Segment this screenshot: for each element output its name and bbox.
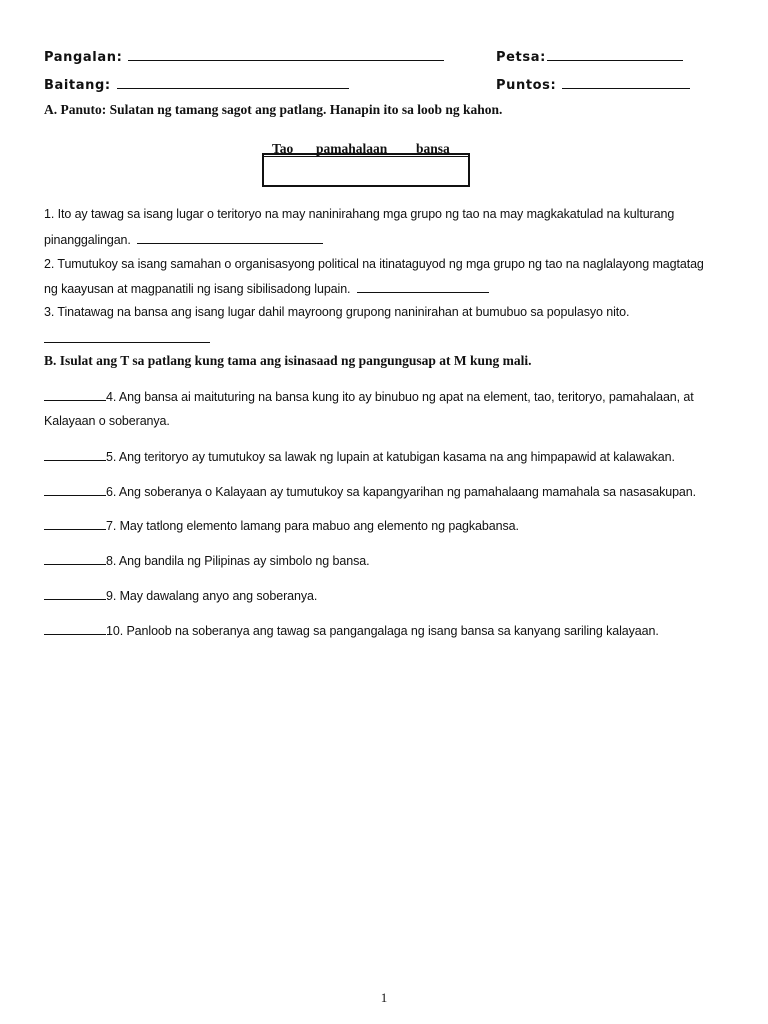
question-6-text: 6. Ang soberanya o Kalayaan ay tumutukoy sa kapangyarihan ng pamahalaang mamahala sa nasasakupan. bbox=[106, 485, 697, 499]
part-b-instruction: B. Isulat ang T sa patlang kung tama ang isinasaad ng pangungusap at M kung mali. bbox=[44, 353, 532, 368]
question-8-text: 8. Ang bandila ng Pilipinas ay simbolo ng bansa. bbox=[106, 554, 370, 568]
answer-blank-1[interactable] bbox=[137, 232, 323, 244]
answer-blank-10[interactable] bbox=[44, 623, 106, 635]
question-1-line2 bbox=[44, 232, 323, 247]
question-2-line2 bbox=[44, 281, 489, 296]
question-4-line2: Kalayaan o soberanya. bbox=[44, 414, 170, 428]
answer-blank-8[interactable] bbox=[44, 553, 106, 565]
question-1-line1: 1. Ito ay tawag sa isang lugar o teritoryo na may naninirahang mga grupo ng tao na may magkakatulad na kulturang bbox=[44, 207, 675, 221]
question-2-text: ng kaayusan at magpanatili ng isang sibilisadong lupain. bbox=[44, 282, 351, 296]
question-5-text: 5. Ang teritoryo ay tumutukoy sa lawak ng lupain at katubigan kasama na ang himpapawid at kalawakan. bbox=[106, 450, 675, 464]
answer-blank-5[interactable] bbox=[44, 449, 106, 461]
answer-blank-3[interactable] bbox=[44, 331, 210, 343]
word-bank-item: Tao bbox=[272, 141, 294, 156]
question-3-line1: 3. Tinatawag na bansa ang isang lugar dahil mayroong grupong naninirahan at bumubuo sa populasyo nito. bbox=[44, 305, 630, 319]
name-label: Pangalan: bbox=[44, 50, 123, 65]
name-field bbox=[44, 48, 444, 65]
question-6 bbox=[44, 484, 696, 499]
grade-blank[interactable] bbox=[117, 76, 349, 89]
score-field bbox=[496, 76, 690, 93]
date-blank[interactable] bbox=[547, 48, 683, 61]
question-4-text: 4. Ang bansa ai maituturing na bansa kung ito ay binubuo ng apat na element, tao, teritoryo, pamahalaan, at bbox=[106, 390, 694, 404]
question-3-line2 bbox=[44, 331, 210, 346]
grade-field bbox=[44, 76, 349, 93]
question-1-text: pinanggalingan. bbox=[44, 233, 131, 247]
score-blank[interactable] bbox=[562, 76, 690, 89]
score-label: Puntos: bbox=[496, 78, 557, 93]
question-7-text: 7. May tatlong elemento lamang para mabuo ang elemento ng pagkabansa. bbox=[106, 519, 519, 533]
answer-blank-9[interactable] bbox=[44, 588, 106, 600]
date-label: Petsa: bbox=[496, 50, 546, 65]
word-bank-box bbox=[262, 153, 470, 187]
question-9-text: 9. May dawalang anyo ang soberanya. bbox=[106, 589, 318, 603]
page-number: 1 bbox=[380, 990, 388, 1005]
word-bank-item: bansa bbox=[416, 141, 450, 156]
question-8 bbox=[44, 553, 369, 568]
answer-blank-4[interactable] bbox=[44, 389, 106, 401]
word-bank-item: pamahalaan bbox=[316, 141, 388, 156]
question-10-text: 10. Panloob na soberanya ang tawag sa pangangalaga ng isang bansa sa kanyang sariling kalayaan. bbox=[106, 624, 659, 638]
question-4-line1 bbox=[44, 389, 694, 404]
answer-blank-7[interactable] bbox=[44, 518, 106, 530]
part-a-instruction: A. Panuto: Sulatan ng tamang sagot ang patlang. Hanapin ito sa loob ng kahon. bbox=[44, 102, 503, 117]
name-blank[interactable] bbox=[128, 48, 444, 61]
answer-blank-6[interactable] bbox=[44, 484, 106, 496]
question-9 bbox=[44, 588, 317, 603]
date-field bbox=[496, 48, 683, 65]
question-5 bbox=[44, 449, 675, 464]
question-10 bbox=[44, 623, 659, 638]
grade-label: Baitang: bbox=[44, 78, 111, 93]
question-2-line1: 2. Tumutukoy sa isang samahan o organisasyong political na itinataguyod ng mga grupo ng tao na naglalayong magtatag bbox=[44, 257, 704, 271]
answer-blank-2[interactable] bbox=[357, 281, 489, 293]
question-7 bbox=[44, 518, 519, 533]
